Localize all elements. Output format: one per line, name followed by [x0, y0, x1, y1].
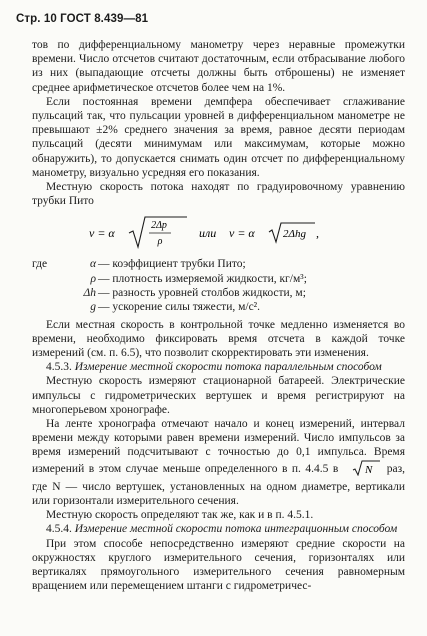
definitions-list — [32, 257, 405, 314]
definitions-lead: где — [32, 258, 48, 271]
formula-numerator: 2Δp — [150, 220, 167, 232]
definition-symbol: Δh — [83, 287, 96, 300]
sqrt-radicand: N — [365, 463, 373, 476]
paragraph: тов по дифференциальному манометру через неравные промежутки времени. Число отсчетов считают достаточным, если отбрасывание любого из них (выпадающие отсчеты должны быть отброшены) не изменяет среднее арифметическое отсчетов более чем на 1%. — [32, 39, 405, 94]
paragraph: Местную скорость потока находят по градуировочному уравнению трубки Пито — [32, 181, 405, 208]
paragraph: Если постоянная времени демпфера обеспечивает сглаживание пульсаций так, что пульсации уровней в дифференциальном манометре не превышают ±2% среднего значения за время, равное десяти периодам пульсаций (десяти минимумам или максимумам, которые можно обнаружить), то допускается снимать один отсчет по дифференциальному манометру, визуально усредняя его показания. — [32, 95, 405, 179]
section-heading-4-5-4 — [32, 522, 405, 536]
section-heading-4-5-3 — [32, 360, 405, 374]
section-title: Измерение местной скорости потока интеграционным способом — [74, 523, 398, 536]
paragraph: Местную скорость измеряют стационарной батареей. Электрические импульсы с гидрометрических вертушек и время регистрируют на многоперьевом хронографе. — [32, 375, 405, 416]
paragraph: При этом способе непосредственно измеряют средние скорости на окружностях круглого измерительного сечения, горизонталях или вертикалях прямоугольного измерительного сечения равномерным вращением или перемещением штанги с гидрометричес- — [32, 537, 405, 593]
section-number: 4.5.4. — [46, 523, 72, 536]
definition-text: — ускорение силы тяжести, м/с². — [98, 301, 261, 314]
definition-text: — разность уровней столбов жидкости, м; — [98, 287, 306, 300]
section-title: Измерение местной скорости потока параллельным способом — [74, 361, 382, 374]
definition-row — [32, 300, 405, 314]
section-number: 4.5.3. — [46, 361, 72, 374]
paragraph-text: На ленте хронографа отмечают начало и конец измерений, интервал времени между которыми равен времени измерений. Число импульсов за время измерений подсчитывают с точностью до 0,1 импульса. Время измерений в этом случае меньше определенного в п. 4.4.5 в — [32, 418, 405, 475]
definition-symbol: g — [90, 301, 96, 314]
definition-row — [32, 272, 405, 286]
formula-denominator: ρ — [157, 236, 162, 248]
definition-row — [32, 257, 405, 271]
definition-symbol: α — [89, 258, 96, 271]
definition-symbol: ρ — [90, 272, 96, 285]
paragraph: Если местная скорость в контрольной точке медленно изменяется во времени, необходимо фиксировать время отсчета в каждой точке измерений (см. п. 6.5), что позволит скорректировать эти изменения. — [32, 318, 405, 360]
pitot-formula — [32, 215, 405, 249]
definition-row — [32, 286, 405, 300]
body-text — [32, 38, 405, 593]
page-header: Стр. 10 ГОСТ 8.439—81 — [16, 13, 149, 25]
formula-punct: , — [315, 226, 319, 241]
formula-radicand: 2Δhg — [282, 228, 306, 241]
definition-text: — коэффициент трубки Пито; — [98, 258, 246, 271]
formula-lhs-1: v = α — [88, 226, 115, 241]
formula-graphic — [89, 215, 349, 251]
formula-lhs-2: v = α — [228, 226, 255, 241]
paragraph — [32, 417, 405, 508]
formula-or: или — [198, 226, 216, 241]
paragraph-text: раз, где N — число вертушек, установленных на одном диаметре, вертикали или горизонтали измерительного сечения. — [32, 462, 406, 508]
sqrt-n — [338, 460, 382, 480]
definition-text: — плотность измеряемой жидкости, кг/м³; — [98, 272, 307, 285]
paragraph: Местную скорость определяют так же, как и в п. 4.5.1. — [46, 509, 314, 522]
